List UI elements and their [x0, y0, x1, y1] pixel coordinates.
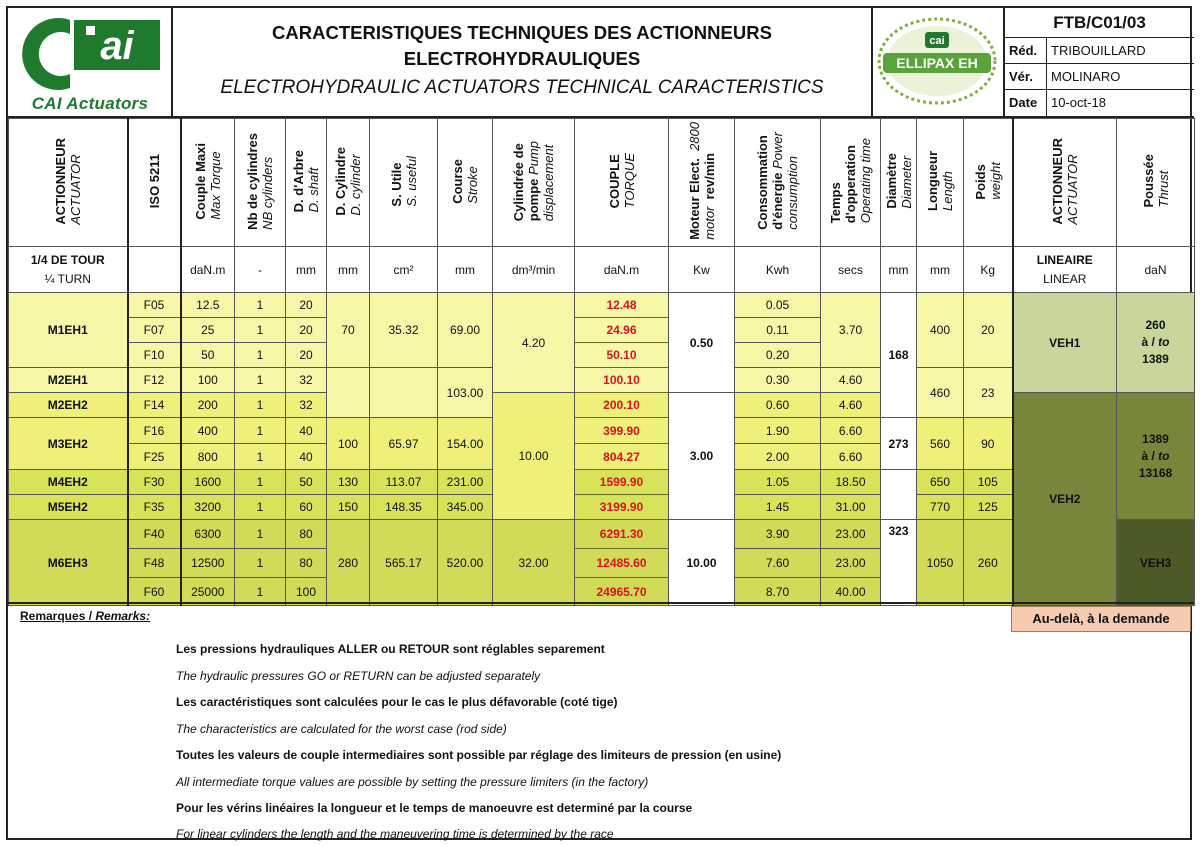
- cylinder-count: 1: [235, 444, 286, 470]
- col-nb-cylinders: Nb de cylindres NB cylinders: [235, 119, 286, 247]
- motor-power: 3.00: [669, 393, 735, 520]
- pump-displacement: 4.20: [493, 293, 575, 393]
- cai-logo-block: [8, 8, 173, 118]
- useful-surface: 148.35: [370, 495, 438, 520]
- operating-time: 6.60: [821, 418, 881, 444]
- useful-surface: 35.32: [370, 293, 438, 368]
- cylinder-diameter: 280: [327, 520, 370, 606]
- meta-label: Date: [1005, 90, 1047, 116]
- ellipax-logo-text: ELLIPAX EH: [896, 55, 978, 71]
- unit-cell: daN: [1117, 247, 1195, 293]
- consumption-value: 2.00: [735, 444, 821, 470]
- col-length: Longueur Length: [917, 119, 964, 247]
- col-surface: S. Utile S. useful: [370, 119, 438, 247]
- stroke-value: 69.00: [438, 293, 493, 368]
- col-actuator-linear: ACTIONNEUR ACTUATOR: [1013, 119, 1117, 247]
- cylinder-count: 1: [235, 293, 286, 318]
- cylinder-diameter: 100: [327, 418, 370, 470]
- col-consumption: Consommation d'énergie Power consumption: [735, 119, 821, 247]
- cylinder-count: 1: [235, 520, 286, 549]
- weight-value: 105: [964, 470, 1013, 495]
- document-title-block: [173, 8, 873, 118]
- col-stroke: Course Stroke: [438, 119, 493, 247]
- remarks-section: [8, 602, 1194, 842]
- unit-cell: daN.m: [181, 247, 235, 293]
- remarks-title: Remarques / Remarks:: [20, 609, 151, 623]
- col-cylinder: D. Cylindre D. cylinder: [327, 119, 370, 247]
- iso-flange: F48: [128, 548, 181, 578]
- actuator-model: M3EH2: [9, 418, 128, 470]
- length-value: 400: [917, 293, 964, 368]
- unit-cell: mm: [286, 247, 327, 293]
- meta-value: TRIBOUILLARD: [1051, 43, 1146, 58]
- svg-text:ai: ai: [100, 24, 134, 68]
- cylinder-count: 1: [235, 578, 286, 606]
- consumption-value: 0.60: [735, 393, 821, 418]
- consumption-value: 7.60: [735, 548, 821, 578]
- meta-label: Réd.: [1005, 38, 1047, 63]
- motor-power: 10.00: [669, 520, 735, 606]
- consumption-value: 0.30: [735, 368, 821, 393]
- operating-time: 3.70: [821, 293, 881, 368]
- shaft-value: 20: [286, 318, 327, 343]
- max-torque-value: 12.5: [181, 293, 235, 318]
- consumption-value: 1.90: [735, 418, 821, 444]
- beyond-on-request-badge: Au-delà, à la demande: [1011, 606, 1191, 632]
- consumption-value: 0.05: [735, 293, 821, 318]
- shaft-value: 20: [286, 343, 327, 368]
- operating-time: 4.60: [821, 393, 881, 418]
- remark-en: For linear cylinders the length and the maneuvering time is determined by the race: [176, 827, 614, 841]
- unit-cell: [128, 247, 181, 293]
- remark-fr: Les pressions hydrauliques ALLER ou RETOUR sont réglables separement: [176, 642, 605, 656]
- remark-en: All intermediate torque values are possible by setting the pressure limiters (in the factory): [176, 775, 649, 789]
- torque-value: 24.96: [575, 318, 669, 343]
- datasheet: [6, 6, 1192, 840]
- operating-time: 18.50: [821, 470, 881, 495]
- unit-cell: Kwh: [735, 247, 821, 293]
- max-torque-value: 12500: [181, 548, 235, 578]
- title-fr-line2: ELECTROHYDRAULIQUES: [403, 48, 641, 69]
- unit-cell: mm: [917, 247, 964, 293]
- shaft-value: 60: [286, 495, 327, 520]
- max-torque-value: 3200: [181, 495, 235, 520]
- motor-power: 0.50: [669, 293, 735, 393]
- unit-cell: Kw: [669, 247, 735, 293]
- weight-value: 125: [964, 495, 1013, 520]
- diameter-value: 273: [881, 418, 917, 470]
- consumption-value: 0.11: [735, 318, 821, 343]
- length-value: 650: [917, 470, 964, 495]
- cylinder-diameter: 150: [327, 495, 370, 520]
- pump-displacement: 10.00: [493, 393, 575, 520]
- stroke-value: 231.00: [438, 470, 493, 495]
- actuator-model: M1EH1: [9, 293, 128, 368]
- iso-flange: F40: [128, 520, 181, 549]
- consumption-value: 0.20: [735, 343, 821, 368]
- torque-value: 12485.60: [575, 548, 669, 578]
- diameter-value: 168: [881, 293, 917, 418]
- cylinder-count: 1: [235, 418, 286, 444]
- cai-logo-icon: [16, 14, 166, 94]
- iso-flange: F07: [128, 318, 181, 343]
- length-value: 460: [917, 368, 964, 418]
- iso-flange: F16: [128, 418, 181, 444]
- max-torque-value: 25: [181, 318, 235, 343]
- unit-cell: mm: [327, 247, 370, 293]
- meta-label: Vér.: [1005, 64, 1047, 89]
- stroke-value: 345.00: [438, 495, 493, 520]
- ellipax-seal-icon: [873, 8, 1001, 114]
- remark-en: The characteristics are calculated for the worst case (rod side): [176, 722, 507, 736]
- unit-cell: cm²: [370, 247, 438, 293]
- shaft-value: 100: [286, 578, 327, 606]
- length-value: 560: [917, 418, 964, 470]
- col-thrust: Poussée Thrust: [1117, 119, 1195, 247]
- remark-fr: Toutes les valeurs de couple intermediaires sont possible par réglage des limiteurs de pression (en usine): [176, 748, 782, 762]
- title-fr-line1: CARACTERISTIQUES TECHNIQUES DES ACTIONNEURS: [272, 22, 772, 43]
- consumption-value: 3.90: [735, 520, 821, 549]
- max-torque-value: 800: [181, 444, 235, 470]
- quarter-turn-label: 1/4 DE TOUR ¼ TURN: [9, 247, 128, 293]
- shaft-value: 20: [286, 293, 327, 318]
- consumption-value: 1.05: [735, 470, 821, 495]
- diameter-value: [881, 470, 917, 520]
- linear-model: VEH3: [1117, 520, 1195, 606]
- unit-cell: -: [235, 247, 286, 293]
- stroke-value: 154.00: [438, 418, 493, 470]
- iso-flange: F25: [128, 444, 181, 470]
- document-meta-block: [1005, 8, 1194, 118]
- thrust-range: 260 à / to 1389: [1117, 293, 1195, 393]
- unit-cell: mm: [438, 247, 493, 293]
- weight-value: 90: [964, 418, 1013, 470]
- torque-value: 3199.90: [575, 495, 669, 520]
- cylinder-count: 1: [235, 495, 286, 520]
- pump-displacement: 32.00: [493, 520, 575, 606]
- iso-flange: F12: [128, 368, 181, 393]
- units-row: [9, 247, 1195, 293]
- cylinder-diameter: [327, 368, 370, 418]
- table-row: [9, 293, 1195, 318]
- shaft-value: 40: [286, 418, 327, 444]
- unit-cell: Kg: [964, 247, 1013, 293]
- torque-value: 6291.30: [575, 520, 669, 549]
- col-weight: Poids weight: [964, 119, 1013, 247]
- operating-time: 4.60: [821, 368, 881, 393]
- actuator-model: M5EH2: [9, 495, 128, 520]
- shaft-value: 32: [286, 393, 327, 418]
- useful-surface: [370, 368, 438, 418]
- weight-value: 23: [964, 368, 1013, 418]
- weight-value: 260: [964, 520, 1013, 606]
- col-pump: Cylindrée de pompe Pump displacement: [493, 119, 575, 247]
- torque-value: 24965.70: [575, 578, 669, 606]
- torque-value: 399.90: [575, 418, 669, 444]
- title-en: ELECTROHYDRAULIC ACTUATORS TECHNICAL CARACTERISTICS: [220, 77, 824, 98]
- col-torque: COUPLE TORQUE: [575, 119, 669, 247]
- torque-value: 200.10: [575, 393, 669, 418]
- iso-flange: F30: [128, 470, 181, 495]
- actuator-model: M2EH1: [9, 368, 128, 393]
- iso-flange: F10: [128, 343, 181, 368]
- actuator-model: M6EH3: [9, 520, 128, 606]
- useful-surface: 113.07: [370, 470, 438, 495]
- table-row: [9, 393, 1195, 418]
- stroke-value: 520.00: [438, 520, 493, 606]
- actuator-model: M4EH2: [9, 470, 128, 495]
- meta-row-author: [1005, 38, 1194, 64]
- remark-en: The hydraulic pressures GO or RETURN can be adjusted separately: [176, 669, 541, 683]
- max-torque-value: 400: [181, 418, 235, 444]
- max-torque-value: 100: [181, 368, 235, 393]
- operating-time: 23.00: [821, 520, 881, 549]
- torque-value: 100.10: [575, 368, 669, 393]
- weight-value: 20: [964, 293, 1013, 368]
- ellipax-logo-block: [873, 8, 1005, 118]
- remark-fr: Pour les vérins linéaires la longueur et le temps de manoeuvre est determiné par la course: [176, 801, 693, 815]
- actuator-model: M2EH2: [9, 393, 128, 418]
- shaft-value: 50: [286, 470, 327, 495]
- meta-row-date: [1005, 90, 1194, 116]
- torque-value: 12.48: [575, 293, 669, 318]
- iso-flange: F05: [128, 293, 181, 318]
- max-torque-value: 6300: [181, 520, 235, 549]
- max-torque-value: 25000: [181, 578, 235, 606]
- cylinder-count: 1: [235, 368, 286, 393]
- col-shaft: D. d'Arbre D. shaft: [286, 119, 327, 247]
- unit-cell: daN.m: [575, 247, 669, 293]
- torque-value: 804.27: [575, 444, 669, 470]
- iso-flange: F14: [128, 393, 181, 418]
- cylinder-count: 1: [235, 343, 286, 368]
- meta-row-verifier: [1005, 64, 1194, 90]
- logo-text: CAI Actuators: [31, 94, 149, 113]
- linear-model: VEH2: [1013, 393, 1117, 606]
- max-torque-value: 50: [181, 343, 235, 368]
- useful-surface: 65.97: [370, 418, 438, 470]
- torque-value: 1599.90: [575, 470, 669, 495]
- shaft-value: 80: [286, 548, 327, 578]
- linear-label: LINEAIRE LINEAR: [1013, 247, 1117, 293]
- diameter-value: 323: [881, 520, 917, 606]
- specifications-table: [8, 118, 1195, 606]
- consumption-value: 1.45: [735, 495, 821, 520]
- operating-time: 6.60: [821, 444, 881, 470]
- operating-time: 40.00: [821, 578, 881, 606]
- cylinder-count: 1: [235, 548, 286, 578]
- cylinder-count: 1: [235, 470, 286, 495]
- operating-time: 31.00: [821, 495, 881, 520]
- col-iso: ISO 5211: [128, 119, 181, 247]
- stroke-value: 103.00: [438, 368, 493, 418]
- document-code: FTB/C01/03: [1005, 8, 1194, 38]
- remark-fr: Les caractéristiques sont calculées pour le cas le plus défavorable (coté tige): [176, 695, 618, 709]
- iso-flange: F60: [128, 578, 181, 606]
- max-torque-value: 1600: [181, 470, 235, 495]
- useful-surface: 565.17: [370, 520, 438, 606]
- col-actuator-quarter: ACTIONNEUR ACTUATOR: [9, 119, 128, 247]
- column-header-row: [9, 119, 1195, 247]
- torque-value: 50.10: [575, 343, 669, 368]
- shaft-value: 40: [286, 444, 327, 470]
- consumption-value: 8.70: [735, 578, 821, 606]
- cylinder-diameter: 130: [327, 470, 370, 495]
- meta-value: 10-oct-18: [1051, 95, 1106, 110]
- shaft-value: 80: [286, 520, 327, 549]
- length-value: 1050: [917, 520, 964, 606]
- thrust-range: 1389 à / to 13168: [1117, 393, 1195, 520]
- col-operating-time: Temps d'opperation Operating time: [821, 119, 881, 247]
- cylinder-diameter: 70: [327, 293, 370, 368]
- col-motor: Moteur Elect. 2800 motor rev/min: [669, 119, 735, 247]
- shaft-value: 32: [286, 368, 327, 393]
- col-diameter: Diamètre Diameter: [881, 119, 917, 247]
- cylinder-count: 1: [235, 393, 286, 418]
- length-value: 770: [917, 495, 964, 520]
- linear-model: VEH1: [1013, 293, 1117, 393]
- operating-time: 23.00: [821, 548, 881, 578]
- meta-value: MOLINARO: [1051, 69, 1121, 84]
- iso-flange: F35: [128, 495, 181, 520]
- unit-cell: secs: [821, 247, 881, 293]
- unit-cell: mm: [881, 247, 917, 293]
- unit-cell: dm³/min: [493, 247, 575, 293]
- col-max-torque: Couple Maxi Max Torque: [181, 119, 235, 247]
- cylinder-count: 1: [235, 318, 286, 343]
- max-torque-value: 200: [181, 393, 235, 418]
- svg-text:cai: cai: [929, 35, 945, 47]
